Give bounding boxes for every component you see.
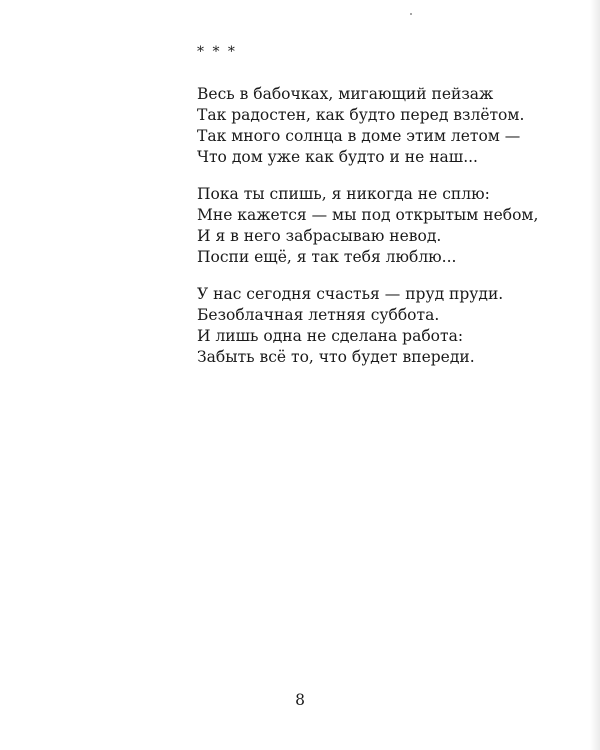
print-speck [410, 13, 412, 15]
poem-line: И лишь одна не сделана работа: [197, 327, 464, 345]
poem-line: Пока ты спишь, я никогда не сплю: [197, 185, 490, 203]
poem-line: Что дом уже как будто и не наш... [197, 148, 478, 166]
poem-line: Безоблачная летняя суббота. [197, 306, 440, 324]
stanza-1 [197, 84, 557, 168]
poem-line: У нас сегодня счастья — пруд пруди. [197, 285, 504, 303]
poem-line: Забыть всё то, что будет впереди. [197, 348, 475, 366]
page-number: 8 [295, 691, 305, 709]
stanza-2 [197, 184, 557, 268]
page-edge-shadow [590, 0, 600, 750]
stanza-3 [197, 284, 557, 368]
poem-line: Так много солнца в доме этим летом — [197, 127, 521, 145]
poem-line: Весь в бабочках, мигающий пейзаж [197, 85, 494, 103]
poem-line: И я в него забрасываю невод. [197, 227, 442, 245]
poem-line: Поспи ещё, я так тебя люблю... [197, 248, 457, 266]
poem [197, 44, 557, 384]
poem-line: Мне кажется — мы под открытым небом, [197, 206, 539, 224]
section-asterisks: * * * [197, 44, 237, 60]
poem-line: Так радостен, как будто перед взлётом. [197, 106, 525, 124]
